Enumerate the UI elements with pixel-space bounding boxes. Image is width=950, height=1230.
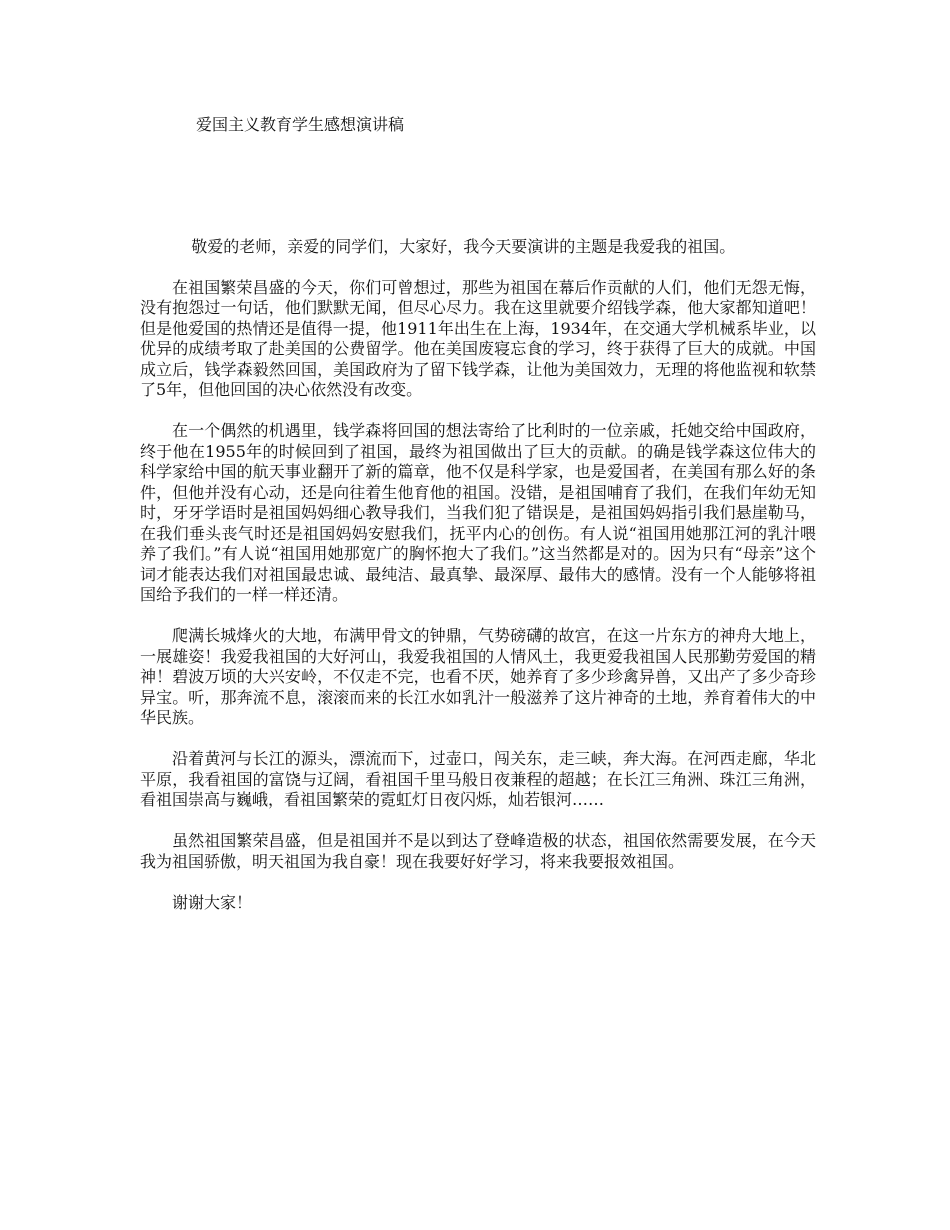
paragraph-greeting: 敬爱的老师，亲爱的同学们，大家好，我今天要演讲的主题是我爱我的祖国。 (191, 237, 736, 256)
document-title: 爱国主义教育学生感想演讲稿 (196, 115, 405, 134)
paragraph: 虽然祖国繁荣昌盛，但是祖国并不是以到达了登峰造极的状态，祖国依然需要发展，在今天我为祖国骄傲，明天祖国为我自豪！现在我要好好学习，将来我要报效祖国。 (140, 831, 816, 871)
paragraph: 在祖国繁荣昌盛的今天，你们可曾想过，那些为祖国在幕后作贡献的人们，他们无怨无悔，没有抱怨过一句话，他们默默无闻，但尽心尽力。我在这里就要介绍钱学森，他大家都知道吧！但是他爱国的热情还是值得一提，他1911年出生在上海，1934年，在交通大学机械系毕业，以优异的成绩考取了赴美国的公费留学。他在美国废寝忘食的学习，终于获得了巨大的成就。中国成立后，钱学森毅然回国，美国政府为了留下钱学森，让他为美国效力，无理的将他监视和软禁了5年，但他回国的决心依然没有改变。 (140, 277, 816, 399)
document-body (140, 237, 816, 934)
paragraph-closing: 谢谢大家！ (172, 892, 253, 912)
paragraph: 在一个偶然的机遇里，钱学森将回国的想法寄给了比利时的一位亲戚，托她交给中国政府，终于他在1955年的时候回到了祖国，最终为祖国做出了巨大的贡献。的确是钱学森这位伟大的科学家给中国的航天事业翻开了新的篇章，他不仅是科学家，也是爱国者，在美国有那么好的条件，但他并没有心动，还是向往着生他育他的祖国。没错，是祖国哺育了我们，在我们年幼无知时，牙牙学语时是祖国妈妈细心教导我们，当我们犯了错误是，是祖国妈妈指引我们悬崖勒马，在我们垂头丧气时还是祖国妈妈安慰我们，抚平内心的创伤。有人说“祖国用她那江河的乳汁喂养了我们。”有人说“祖国用她那宽广的胸怀抱大了我们。”这当然都是对的。因为只有“母亲”这个词才能表达我们对祖国最忠诚、最纯洁、最真挚、最深厚、最伟大的感情。没有一个人能够将祖国给予我们的一样一样还清。 (140, 421, 816, 604)
paragraph: 沿着黄河与长江的源头，漂流而下，过壶口，闯关东，走三峡，奔大海。在河西走廊，华北平原，我看祖国的富饶与辽阔，看祖国千里马般日夜兼程的超越；在长江三角洲、珠江三角洲，看祖国崇高与巍峨，看祖国繁荣的霓虹灯日夜闪烁，灿若银河…… (140, 749, 816, 809)
paragraph: 爬满长城烽火的大地，布满甲骨文的钟鼎，气势磅礴的故宫，在这一片东方的神舟大地上，一展雄姿！我爱我祖国的大好河山，我爱我祖国的人情风土，我更爱我祖国人民那勤劳爱国的精神！碧波万顷的大兴安岭，不仅走不完，也看不厌，她养育了多少珍禽异兽，又出产了多少奇珍异宝。听，那奔流不息，滚滚而来的长江水如乳汁一般滋养了这片神奇的土地，养育着伟大的中华民族。 (140, 626, 816, 727)
